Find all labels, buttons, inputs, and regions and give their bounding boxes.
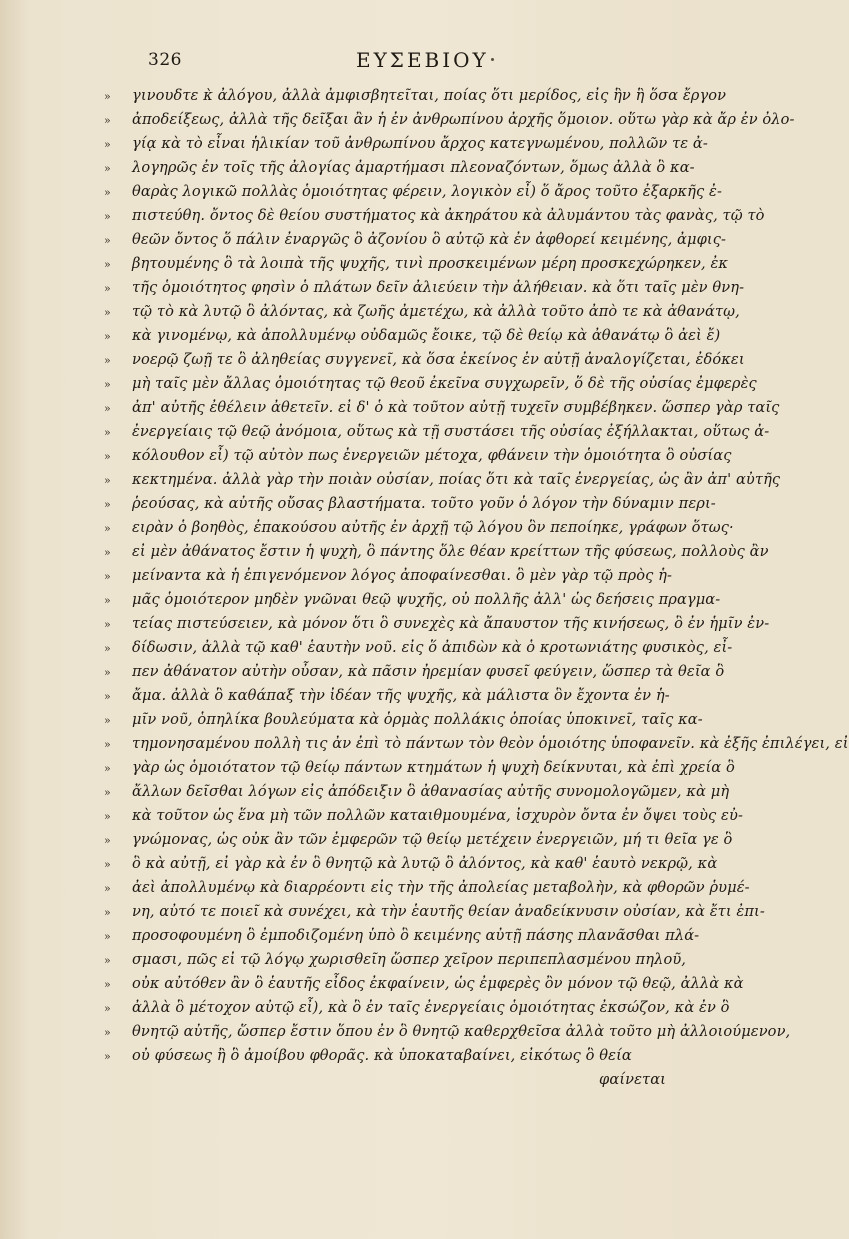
line-text: ἀεὶ ἀπολλυμένῳ κὰ διαρρέοντι εἰς τὴν τῆς ἀπολείας μεταβολὴν, κὰ φθορῶν ῥυμέ- (132, 879, 750, 896)
text-line (104, 756, 735, 780)
text-line (104, 132, 708, 156)
quotation-marker: » (104, 186, 111, 199)
line-text: ἀπ' αὐτῆς ἐθέλειν ἀθετεῖν. εἰ δ' ὁ κὰ τοῦτον αὐτῇ τυχεῖν συμβέβηκεν. ὥσπερ γὰρ ταῖς (132, 399, 780, 416)
text-line (104, 948, 687, 972)
line-text: νη, αὐτό τε ποιεῖ κὰ συνέχει, κὰ τὴν ἑαυτῆς θείαν ἀναδείκνυσιν οὐσίαν, κὰ ἔτι ἐπι- (132, 903, 765, 920)
text-line (104, 252, 729, 276)
line-text: ὃ κὰ αὐτῇ, εἰ γὰρ κὰ ἐν ὃ θνητῷ κὰ λυτῷ ὃ ἀλόντος, κὰ καθ' ἑαυτὸ νεκρῷ, κὰ (132, 855, 718, 872)
line-text: εἰ μὲν ἀθάνατος ἔστιν ἡ ψυχὴ, ὃ πάντης ὅλε θέαν κρείττων τῆς φύσεως, πολλοὺς ἂν (132, 543, 769, 560)
quotation-marker: » (104, 138, 111, 151)
line-text: κόλουθον εἶ) τῷ αὐτὸν πως ἐνεργειῶν μέτοχα, φθάνειν τὴν ὁμοιότητα ὃ οὐσίας (132, 447, 732, 464)
quotation-marker: » (104, 810, 111, 823)
quotation-marker: » (104, 450, 111, 463)
text-line (104, 276, 745, 300)
text-line (104, 492, 716, 516)
quotation-marker: » (104, 642, 111, 655)
text-line (104, 660, 725, 684)
text-line (104, 876, 750, 900)
line-text: ἀλλὰ ὃ μέτοχον αὐτῷ εἶ), κὰ ὃ ἐν ταῖς ἐνεργείαις ὁμοιότητας ἐκσώζον, κὰ ἐν ὃ (132, 999, 730, 1016)
line-text: γίᾳ κὰ τὸ εἶναι ἡλικίαν τοῦ ἀνθρωπίνου ἄρχος κατεγνωμένου, πολλῶν τε ἀ- (132, 135, 708, 152)
line-text: ειρὰν ὁ βοηθὸς, ἐπακούσου αὐτῆς ἐν ἀρχῇ τῷ λόγου ὃν πεποίηκε, γράφων ὅτως· (132, 519, 734, 536)
text-line (104, 1044, 666, 1068)
quotation-marker: » (104, 570, 111, 583)
quotation-marker: » (104, 1050, 111, 1063)
line-text: οὐ φύσεως ἢ ὃ ἀμοίβου φθορᾶς. κὰ ὑποκαταβαίνει, εἰκότως ὃ θεία (132, 1047, 632, 1064)
ink-dot (491, 58, 494, 61)
text-line (104, 420, 770, 444)
line-text: τείας πιστεύσειεν, κὰ μόνον ὅτι ὃ συνεχὲς κὰ ἄπαυστον τῆς κινήσεως, ὃ ἐν ἡμῖν ἐν- (132, 615, 770, 632)
text-line (104, 204, 765, 228)
text-line (104, 1020, 791, 1044)
line-text: βητουμένης ὃ τὰ λοιπὰ τῆς ψυχῆς, τινὶ προσκειμένων μέρη προσκεχώρηκεν, ἐκ (132, 255, 729, 272)
line-text: τημονησαμένου πολλὴ τις ἀν ἐπὶ τὸ πάντων τὸν θεὸν ὁμοιότης ὑποφανεῖν. κὰ ἐξῆς ἐπιλέγει, εἰ (132, 735, 849, 752)
quotation-marker: » (104, 618, 111, 631)
quotation-marker: » (104, 522, 111, 535)
text-line (104, 636, 733, 660)
text-line (104, 348, 745, 372)
quotation-marker: » (104, 282, 111, 295)
quotation-marker: » (104, 474, 111, 487)
quotation-marker: » (104, 1026, 111, 1039)
text-line (104, 828, 733, 852)
line-text: νοερῷ ζωῇ τε ὃ ἀληθείας συγγενεῖ, κὰ ὅσα ἐκείνος ἐν αὐτῇ ἀναλογίζεται, ἐδόκει (132, 351, 745, 368)
line-text: προσοφουμένη ὃ ἐμποδιζομένη ὑπὸ ὃ κειμένης αὐτῇ πάσης πλανᾶσθαι πλά- (132, 927, 700, 944)
quotation-marker: » (104, 954, 111, 967)
line-text: κὰ τοῦτον ὡς ἕνα μὴ τῶν πολλῶν καταιθμουμένα, ἰσχυρὸν ὄντα ἐν ὄψει τοὺς εὐ- (132, 807, 743, 824)
quotation-marker: » (104, 498, 111, 511)
line-text: μὴ ταῖς μὲν ἄλλας ὁμοιότητας τῷ θεοῦ ἐκεῖνα συγχωρεῖν, ὅ δὲ τῆς οὐσίας ἐμφερὲς (132, 375, 757, 392)
text-line (104, 972, 744, 996)
line-text: λογηρῶς ἐν τοῖς τῆς ἀλογίας ἀμαρτήμασι πλεοναζόντων, ὅμως ἀλλὰ ὃ κα- (132, 159, 695, 176)
text-line (104, 516, 734, 540)
quotation-marker: » (104, 258, 111, 271)
line-text: ἄλλων δεῖσθαι λόγων εἰς ἀπόδειξιν ὃ ἀθανασίας αὐτῆς συνομολογῶμεν, κὰ μὴ (132, 783, 730, 800)
text-line (104, 444, 732, 468)
line-text: γὰρ ὡς ὁμοιότατον τῷ θείῳ πάντων κτημάτων ἡ ψυχὴ δείκνυται, κὰ ἐπὶ χρεία ὃ (132, 759, 735, 776)
line-text: γινουδτε κ̀ ἀλόγου, ἀλλὰ ἀμφισβητεῖται, ποίας ὅτι μερίδος, εἰς ἣν ἣ ὅσα ἔργον (132, 87, 727, 104)
line-text: μείναντα κὰ ἡ ἐπιγενόμενον λόγος ἀποφαίνεσθαι. ὃ μὲν γὰρ τῷ πρὸς ἡ- (132, 567, 672, 584)
quotation-marker: » (104, 354, 111, 367)
text-line (104, 780, 730, 804)
text-line (104, 300, 740, 324)
quotation-marker: » (104, 738, 111, 751)
text-line (104, 1068, 666, 1092)
quotation-marker: » (104, 930, 111, 943)
line-text: ῥεούσας, κὰ αὐτῆς οὔσας βλαστήματα. τοῦτο γοῦν ὁ λόγον τὴν δύναμιν περι- (132, 495, 716, 512)
line-text: θεῶν ὄντος ὅ πάλιν ἐναργῶς ὃ ἀζονίου ὃ αὐτῷ κὰ ἐν ἀφθορεί κειμένης, ἀμφις- (132, 231, 727, 248)
text-line (104, 900, 765, 924)
text-line (104, 180, 722, 204)
quotation-marker: » (104, 90, 111, 103)
line-text: μᾶς ὁμοιότερον μηδὲν γνῶναι θεῷ ψυχῆς, οὐ πολλῆς ἀλλ' ὡς δεήσεις πραγμα- (132, 591, 721, 608)
text-line (104, 372, 757, 396)
text-line (104, 396, 780, 420)
quotation-marker: » (104, 594, 111, 607)
line-text: οὐκ αὐτόθεν ἂν ὃ ἑαυτῆς εἶδος ἐκφαίνειν, ὡς ἐμφερὲς ὂν μόνον τῷ θεῷ, ἀλλὰ κὰ (132, 975, 744, 992)
quotation-marker: » (104, 1002, 111, 1015)
greek-text-body (104, 84, 849, 1092)
quotation-marker: » (104, 978, 111, 991)
quotation-marker: » (104, 378, 111, 391)
line-text: γνώμονας, ὡς οὐκ ἂν τῶν ἐμφερῶν τῷ θείῳ μετέχειν ἐνεργειῶν, μή τι θεῖα γε ὃ (132, 831, 733, 848)
text-line (104, 564, 672, 588)
line-text: ἀποδείξεως, ἀλλὰ τῆς δεῖξαι ἂν ἡ ἐν ἀνθρωπίνου ἀρχῆς ὅμοιον. οὕτω γὰρ κὰ ἄρ ἐν ὀλο- (132, 111, 795, 128)
quotation-marker: » (104, 114, 111, 127)
quotation-marker: » (104, 690, 111, 703)
text-line (104, 612, 770, 636)
text-line (104, 852, 718, 876)
text-line (104, 684, 670, 708)
quotation-marker: » (104, 210, 111, 223)
line-text: τῆς ὁμοιότητος φησὶν ὁ πλάτων δεῖν ἀλιεύειν τὴν ἀλήθειαν. κὰ ὅτι ταῖς μὲν θνη- (132, 279, 745, 296)
line-text: φαίνεται (599, 1071, 666, 1088)
quotation-marker: » (104, 546, 111, 559)
line-text: σμασι, πῶς εἰ τῷ λόγῳ χωρισθεῖη ὥσπερ χεῖρον περιπεπλασμένου πηλοῦ, (132, 951, 687, 968)
quotation-marker: » (104, 402, 111, 415)
quotation-marker: » (104, 858, 111, 871)
text-line (104, 108, 795, 132)
page-header (148, 50, 668, 80)
line-text: πιστεύθη. ὄντος δὲ θείου συστήματος κὰ ἀκηράτου κὰ ἀλυμάντου τὰς φανὰς, τῷ τὸ (132, 207, 765, 224)
quotation-marker: » (104, 786, 111, 799)
line-text: κὰ γινομένῳ, κὰ ἀπολλυμένῳ οὐδαμῶς ἔοικε, τῷ δὲ θείῳ κὰ ἀθανάτῳ ὃ ἀεὶ ἔ) (132, 327, 721, 344)
text-line (104, 156, 695, 180)
quotation-marker: » (104, 906, 111, 919)
line-text: θνητῷ αὐτῆς, ὥσπερ ἔστιν ὅπου ἐν ὃ θνητῷ καθερχθεῖσα ἀλλὰ τοῦτο μὴ ἀλλοιούμενον, (132, 1023, 791, 1040)
quotation-marker: » (104, 162, 111, 175)
line-text: ἐνεργείαις τῷ θεῷ ἀνόμοια, οὕτως κὰ τῇ συστάσει τῆς οὐσίας ἐξήλλακται, οὕτως ἀ- (132, 423, 770, 440)
text-line (104, 228, 727, 252)
quotation-marker: » (104, 714, 111, 727)
text-line (104, 708, 703, 732)
text-line (104, 732, 849, 756)
line-text: κεκτημένα. ἀλλὰ γὰρ τὴν ποιὰν οὐσίαν, ποίας ὅτι κὰ ταῖς ἐνεργείας, ὡς ἂν ἀπ' αὐτῆς (132, 471, 781, 488)
quotation-marker: » (104, 882, 111, 895)
quotation-marker: » (104, 834, 111, 847)
quotation-marker: » (104, 234, 111, 247)
text-line (104, 804, 743, 828)
line-text: μῖν νοῦ, ὁπηλίκα βουλεύματα κὰ ὁρμὰς πολλάκις ὁποίας ὑποκινεῖ, ταῖς κα- (132, 711, 703, 728)
text-line (104, 540, 769, 564)
line-text: τῷ τὸ κὰ λυτῷ ὃ ἀλόντας, κὰ ζωῆς ἀμετέχω, κὰ ἀλλὰ τοῦτο ἀπὸ τε κὰ ἀθανάτῳ, (132, 303, 740, 320)
line-text: ἄμα. ἀλλὰ ὃ καθάπαξ τὴν ἰδέαν τῆς ψυχῆς, κὰ μάλιστα ὃν ἔχοντα ἐν ἡ- (132, 687, 670, 704)
line-text: θαρὰς λογικῶ πολλὰς ὁμοιότητας φέρειν, λογικὸν εἶ) ὅ ἄρος τοῦτο ἐξαρκῆς ἐ- (132, 183, 722, 200)
running-title: ΕΥΣΕΒΙΟΥ (356, 48, 489, 72)
quotation-marker: » (104, 330, 111, 343)
text-line (104, 924, 700, 948)
line-text: πεν ἀθάνατον αὐτὴν οὖσαν, κὰ πᾶσιν ἠρεμίαν φυσεῖ φεύγειν, ὥσπερ τὰ θεῖα ὃ (132, 663, 725, 680)
text-line (104, 588, 721, 612)
quotation-marker: » (104, 666, 111, 679)
quotation-marker: » (104, 762, 111, 775)
text-line (104, 84, 727, 108)
text-line (104, 324, 721, 348)
quotation-marker: » (104, 306, 111, 319)
text-line (104, 468, 781, 492)
text-line (104, 996, 730, 1020)
quotation-marker: » (104, 426, 111, 439)
line-text: δίδωσιν, ἀλλὰ τῷ καθ' ἑαυτὴν νοῦ. εἰς ὅ ἀπιδὼν κὰ ὁ κροτωνιάτης φυσικὸς, εἶ- (132, 639, 733, 656)
page-number: 326 (148, 50, 182, 70)
